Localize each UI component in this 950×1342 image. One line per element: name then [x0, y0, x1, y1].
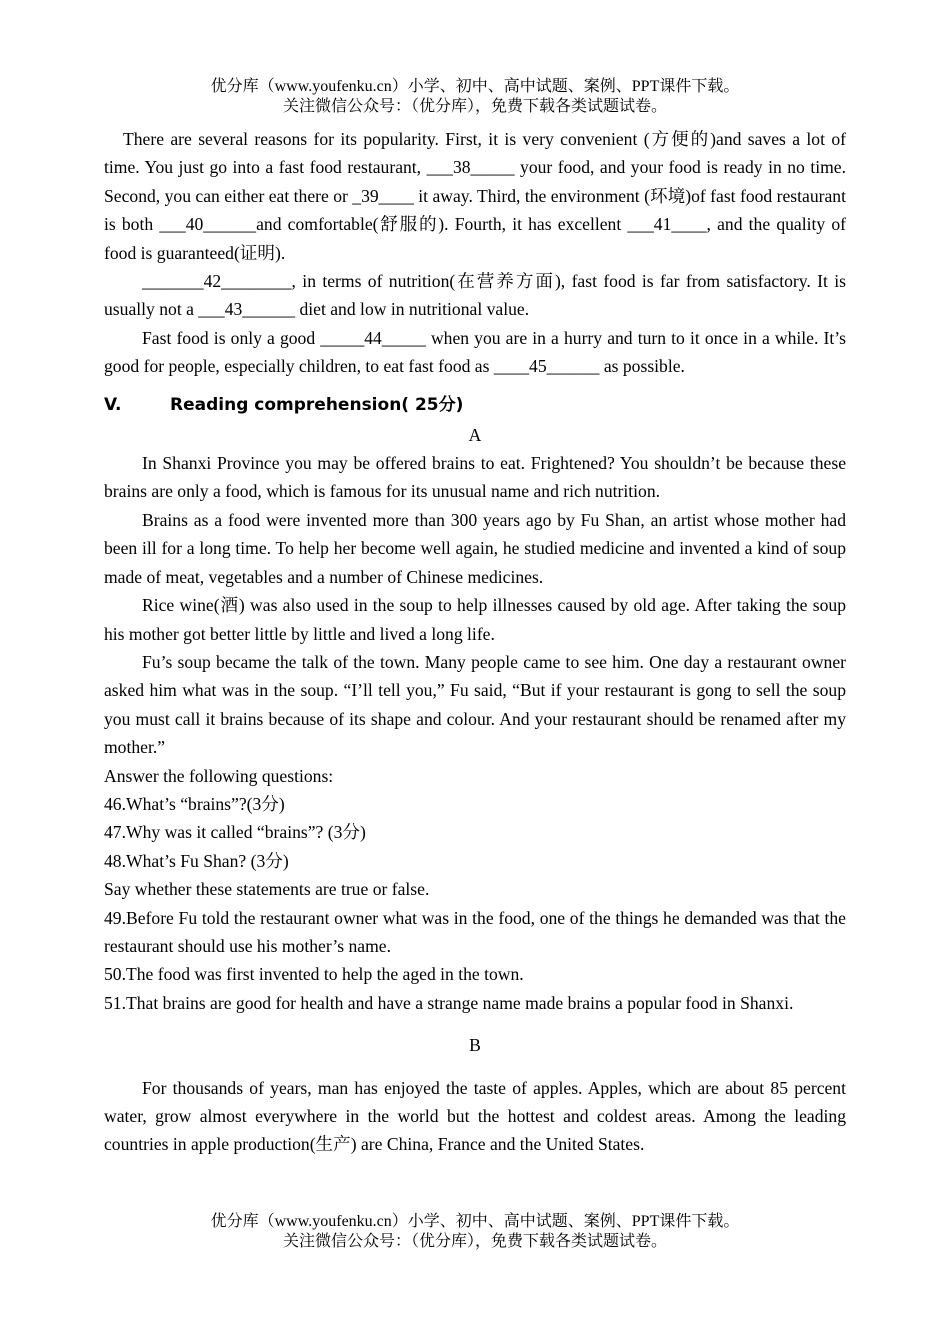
header-line-1: 优分库（www.youfenku.cn）小学、初中、高中试题、案例、PPT课件下载。 [210, 78, 740, 95]
page-header [0, 77, 950, 117]
section-title: Reading comprehension( 25分) [170, 394, 464, 415]
question-48: 48.What’s Fu Shan? (3分) [104, 850, 289, 871]
passage-a-paragraph-4: Fu’s soup became the talk of the town. Many people came to see him. One day a restaurant owner asked him what was in the soup. “I’ll tell you,” Fu said, “But if your restaurant is gong to sell the soup you must call it brains because of its shape and colour. And your restaurant should be renamed after my mother.” [104, 651, 846, 758]
passage-a-label: A [468, 424, 482, 445]
page-footer [0, 1212, 950, 1252]
passage-b-paragraph-1: For thousands of years, man has enjoyed the taste of apples. Apples, which are about 85 percent water, grow almost everywhere in the world but the hottest and coldest areas. Among the leading countries in apple production(生产) are China, France and the United States. [104, 1077, 846, 1155]
passage-b-label: B [469, 1035, 481, 1056]
question-49: 49.Before Fu told the restaurant owner what was in the food, one of the things he demanded was that the restaurant should use his mother’s name. [104, 907, 846, 956]
question-47: 47.Why was it called “brains”? (3分) [104, 822, 366, 843]
header-line-2: 关注微信公众号：（优分库），免费下载各类试题试卷。 [282, 98, 667, 115]
section-heading [104, 393, 846, 417]
section-number: V. [104, 394, 122, 415]
cloze-paragraph-1: There are several reasons for its popularity. First, it is very convenient (方便的)and saves a lot of time. You just go into a fast food restaurant, ___38_____ your food, and your food is ready in no time. Second, you can either eat there or _39____ it away. Third, the environment (环境)of fast food restaurant is both ___40______and comfortable(舒服的). Fourth, it has excellent ___41____, and the quality of food is guaranteed(证明). [104, 129, 846, 263]
question-50: 50.The food was first invented to help the aged in the town. [104, 964, 524, 985]
instruction-answer: Answer the following questions: [104, 765, 334, 786]
footer-line-2: 关注微信公众号：（优分库），免费下载各类试题试卷。 [282, 1233, 667, 1250]
cloze-paragraph-3: Fast food is only a good _____44_____ when you are in a hurry and turn to it once in a while. It’s good for people, especially children, to eat fast food as ____45______ as possible. [104, 327, 846, 377]
passage-a-paragraph-2: Brains as a food were invented more than 300 years ago by Fu Shan, an artist whose mother had been ill for a long time. To help her become well again, he studied medicine and invented a kind of soup made of meat, vegetables and a number of Chinese medicines. [104, 509, 846, 587]
passage-a-paragraph-3: Rice wine(酒) was also used in the soup to help illnesses caused by old age. After taking the soup his mother got better little by little and lived a long life. [104, 595, 846, 644]
cloze-paragraph-2: _______42________, in terms of nutrition(在营养方面), fast food is far from satisfactory. It is usually not a ___43______ diet and low in nutritional value. [104, 271, 846, 320]
question-46: 46.What’s “brains”?(3分) [104, 793, 285, 814]
question-51: 51.That brains are good for health and have a strange name made brains a popular food in Shanxi. [104, 992, 794, 1013]
footer-line-1: 优分库（www.youfenku.cn）小学、初中、高中试题、案例、PPT课件下载。 [210, 1213, 740, 1230]
page-content [104, 125, 846, 1159]
passage-a-paragraph-1: In Shanxi Province you may be offered brains to eat. Frightened? You shouldn’t be because these brains are only a food, which is famous for its unusual name and rich nutrition. [104, 453, 846, 502]
instruction-true-false: Say whether these statements are true or false. [104, 879, 430, 900]
